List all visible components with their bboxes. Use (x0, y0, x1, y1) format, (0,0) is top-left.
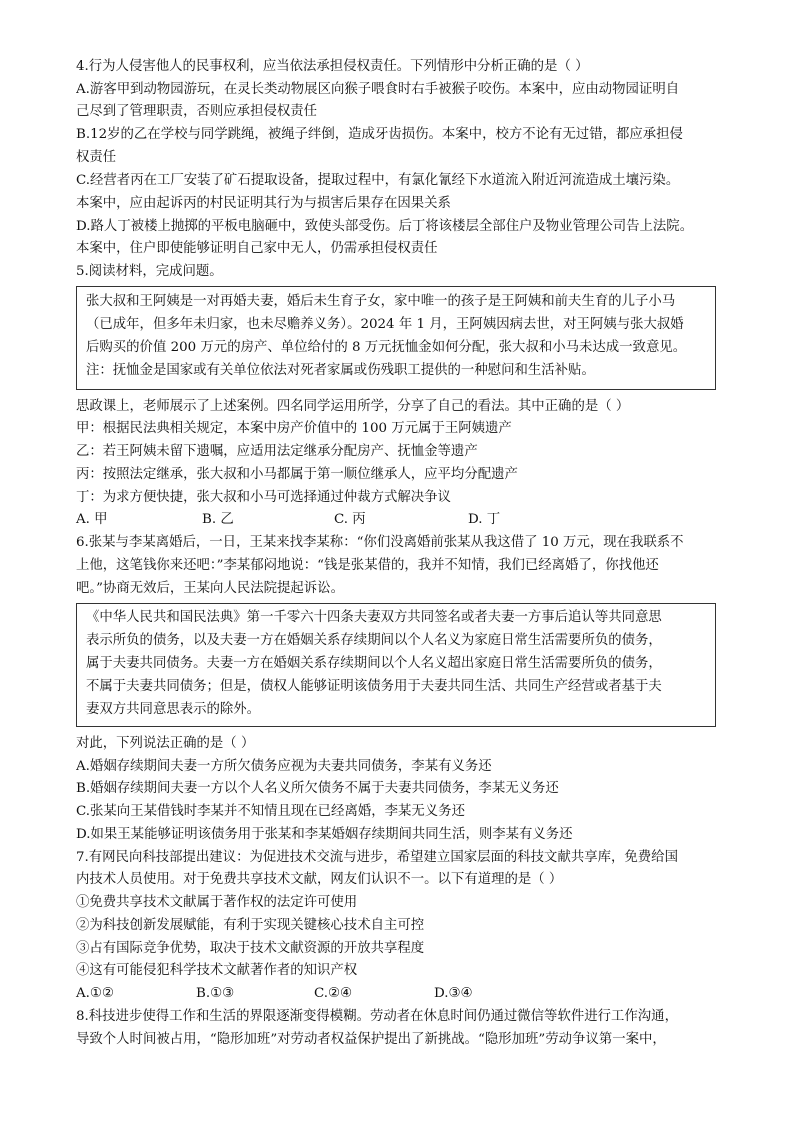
q6-law-box (76, 603, 716, 727)
q5-view-bing: 丙：按照法定继承，张大叔和小马都属于第一顺位继承人，应平均分配遗产 (76, 467, 518, 482)
q6-stem-line1: 6.张某与李某离婚后，一日，王某来找李某称：“你们没离婚前张某从我这借了 10 万元，现在我联系不 (76, 535, 684, 550)
q5-view-yi: 乙：若王阿姨未留下遗嘱，应适用法定继承分配房产、抚恤金等遗产 (76, 444, 478, 459)
q6-law-line: 不属于夫妻共同债务；但是，债权人能够证明该债务用于夫妻共同生活、共同生产经营或者基于夫 (86, 679, 662, 694)
q6-option-d: D.如果王某能够证明该债务用于张某和李某婚姻存续期间共同生活，则李某有义务还 (76, 827, 573, 842)
q4-option-c-line2: 本案中，应由起诉丙的村民证明其行为与损害后果存在因果关系 (76, 196, 451, 211)
q7-options (76, 984, 726, 1004)
q6-law-line: 表示所负的债务，以及夫妻一方在婚姻关系存续期间以个人名义为家庭日常生活需要所负的债务， (86, 633, 662, 648)
q7-statement-3: ③占有国际竞争优势，取决于技术文献资源的开放共享程度 (76, 941, 425, 956)
q5-material-line: （已成年，但多年未归家，也未尽赡养义务）。2024 年 1 月，王阿姨因病去世，对王阿姨与张大叔婚 (86, 317, 684, 332)
q4-stem: 4.行为人侵害他人的民事权利，应当依法承担侵权责任。下列情形中分析正确的是（ ） (76, 59, 589, 74)
q5-material-line: 后购买的价值 200 万元的房产、单位给付的 8 万元抚恤金如何分配，张大叔和小马未达成一致意见。 (86, 340, 687, 355)
q5-stem: 5.阅读材料，完成问题。 (76, 264, 223, 279)
q6-stem-line3: 吧。”协商无效后，王某向人民法院提起诉讼。 (76, 581, 344, 596)
q7-statement-4: ④这有可能侵犯科学技术文献著作者的知识产权 (76, 963, 358, 978)
q5-view-jia: 甲：根据民法典相关规定，本案中房产价值中的 100 万元属于王阿姨遗产 (76, 421, 512, 436)
q5-material-line: 张大叔和王阿姨是一对再婚夫妻，婚后未生育子女，家中唯一的孩子是王阿姨和前夫生育的儿子小马 (86, 294, 676, 309)
q6-law-line: 属于夫妻共同债务。夫妻一方在婚姻关系存续期间以个人名义超出家庭日常生活需要所负的债务， (86, 656, 662, 671)
q6-option-a: A.婚姻存续期间夫妻一方所欠债务应视为夫妻共同债务，李某有义务还 (76, 759, 492, 774)
q5-options (76, 510, 726, 530)
q6-ask: 对此，下列说法正确的是（ ） (76, 736, 255, 751)
q6-law-line: 《中华人民共和国民法典》第一千零六十四条夫妻双方共同签名或者夫妻一方事后追认等共同意思 (86, 610, 662, 625)
q5-option-a: A. 甲 (76, 512, 108, 527)
q5-option-c: C. 丙 (334, 512, 366, 527)
q4-option-d-line1: D.路人丁被楼上抛掷的平板电脑砸中，致使头部受伤。后丁将该楼层全部住户及物业管理公司告上法院。 (76, 219, 694, 234)
q6-law-line: 妻双方共同意思表示的除外。 (86, 702, 261, 717)
q7-statement-2: ②为科技创新发展赋能，有利于实现关键核心技术自主可控 (76, 918, 425, 933)
q5-ask: 思政课上，老师展示了上述案例。四名同学运用所学，分享了自己的看法。其中正确的是（ ） (76, 399, 630, 414)
q5-option-d: D. 丁 (468, 512, 501, 527)
q8-stem-line2: 导致个人时间被占用，“隐形加班”对劳动者权益保护提出了新挑战。“隐形加班”劳动争议第一案中， (76, 1032, 666, 1047)
q7-option-a: A.①② (76, 986, 114, 1001)
q4-option-d-line2: 本案中，住户即使能够证明自己家中无人，仍需承担侵权责任 (76, 241, 438, 256)
q7-option-b: B.①③ (196, 986, 235, 1001)
q7-option-d: D.③④ (434, 986, 473, 1001)
q7-stem-line1: 7.有网民向科技部提出建议：为促进技术交流与进步，希望建立国家层面的科技文献共享库，免费给国 (76, 850, 678, 865)
q4-option-b-line2: 权责任 (76, 150, 117, 165)
q5-material-note: 注：抚恤金是国家或有关单位依法对死者家属或伤残职工提供的一种慰问和生活补贴。 (86, 363, 595, 378)
q5-option-b: B. 乙 (202, 512, 234, 527)
q7-statement-1: ①免费共享技术文献属于著作权的法定许可使用 (76, 895, 358, 910)
q7-option-c: C.②④ (314, 986, 353, 1001)
q4-option-b-line1: B.12岁的乙在学校与同学跳绳，被绳子绊倒，造成牙齿损伤。本案中，校方不论有无过错，都应承担侵 (76, 127, 683, 142)
q5-view-ding: 丁：为求方便快捷，张大叔和小马可选择通过仲裁方式解决争议 (76, 490, 451, 505)
q8-stem-line1: 8.科技进步使得工作和生活的界限逐渐变得模糊。劳动者在休息时间仍通过微信等软件进行工作沟通， (76, 1009, 678, 1024)
q6-option-c: C.张某向王某借钱时李某并不知情且现在已经离婚，李某无义务还 (76, 804, 465, 819)
q4-option-a-line2: 己尽到了管理职责，否则应承担侵权责任 (76, 104, 318, 119)
q4-option-a-line1: A.游客甲到动物园游玩，在灵长类动物展区向猴子喂食时右手被猴子咬伤。本案中，应由动物园证明自 (76, 82, 680, 97)
q5-material-box (76, 286, 716, 390)
q6-stem-line2: 上他，这笔钱你来还吧：”李某郁闷地说：“钱是张某借的，我并不知情，我们已经离婚了，你找他还 (76, 558, 659, 573)
q6-option-b: B.婚姻存续期间夫妻一方以个人名义所欠债务不属于夫妻共同债务，李某无义务还 (76, 781, 559, 796)
q4-option-c-line1: C.经营者丙在工厂安装了矿石提取设备，提取过程中，有氯化氰经下水道流入附近河流造成土壤污染。 (76, 173, 680, 188)
q7-stem-line2: 内技术人员使用。对于免费共享技术文献，网友们认识不一。以下有道理的是（ ） (76, 872, 563, 887)
